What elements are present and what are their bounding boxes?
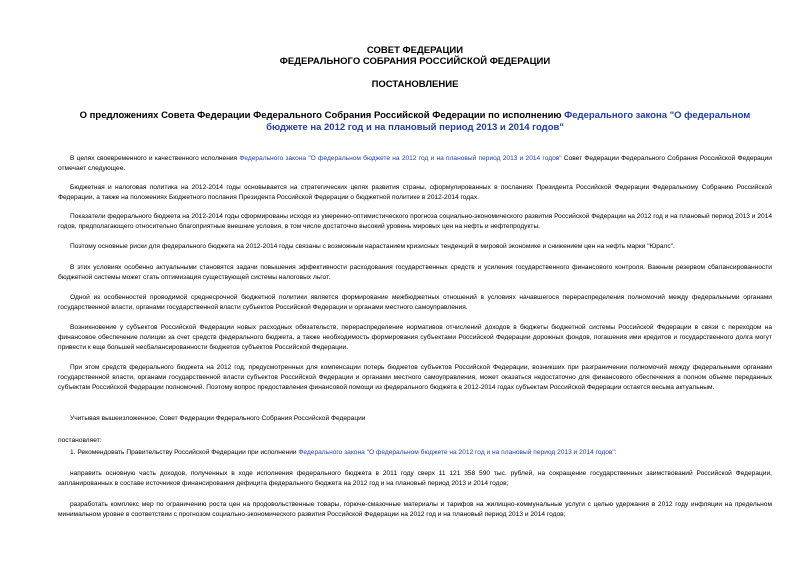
paragraph-8: При этом средств федерального бюджета на 2012 год, предусмотренных для компенсации потерь бюджетов субъектов Российской Федерации, возникших при разграничении полномочий между федеральными органами государственной власти, органами государственной власти субъектов Российской Федерации и органами местного самоуправления, может оказаться недостаточно для финансового обеспечения в полном объеме переданных субъектам Российской Федерации полномочий. Поэтому вопрос предоставления финансовой помощи из федерального бюджета в 2012-2014 годах субъектам Российской Федерации остается весьма актуальным. <box>58 364 772 391</box>
paragraph-1-after: Совет Федерации Федерального Собрания Российской Федерации отмечает следующее. <box>58 155 772 172</box>
paragraph-11-after: : <box>614 449 617 456</box>
paragraph-1 <box>58 154 772 174</box>
paragraph-1-law-link[interactable]: Федерального закона "О федеральном бюджете на 2012 год и на плановый период 2013 и 2014 годов" <box>239 155 562 162</box>
issuer-line-2: ФЕДЕРАЛЬНОГО СОБРАНИЯ РОССИЙСКОЙ ФЕДЕРАЦИИ <box>279 56 551 67</box>
paragraph-6: Одной из особенностей проводимой среднесрочной бюджетной политики является формирование межбюджетных отношений в условиях начавшегося перераспределения полномочий между федеральными органами государственной власти, органами государственной власти субъектов Российской Федерации и органами местного самоуправления. <box>58 294 772 311</box>
title-law-link[interactable]: Федерального закона "О федеральном бюджете на 2012 год и на плановый период 2013 и 2014 годов" <box>266 110 751 133</box>
paragraph-11-before: 1. Рекомендовать Правительству Российской Федерации при исполнении <box>70 449 299 456</box>
document-type: ПОСТАНОВЛЕНИЕ <box>371 79 459 90</box>
paragraph-10: постановляет: <box>58 437 102 444</box>
paragraph-3: Показатели федерального бюджета на 2012-2014 годы сформированы исходя из умеренно-оптимистического прогноза социально-экономического развития Российской Федерации на 2012 год и на плановый период 2013 и 2014 годов, предполагающего относительно благоприятные внешние условия, в том числе достаточно высокий уровень мировых цен на нефть и нефтепродукты. <box>58 213 772 230</box>
document-title <box>58 110 772 134</box>
paragraph-12: направить основную часть доходов, полученных в ходе исполнения федерального бюджета в 2011 году сверх 11 121 358 590 тыс. рублей, на сокращение государственных заимствований Российской Федерации, запланированных в составе источников финансирования дефицита федерального бюджета на 2012 год и на плановый период 2013 и 2014 годов; <box>58 470 772 487</box>
paragraph-5: В этих условиях особенно актуальными становятся задачи повышения эффективности расходования государственных средств и усиления государственного финансового контроля. Важным резервом сбалансированности бюджетной системы может стать оптимизация существующей системы налоговых льгот. <box>58 264 772 281</box>
title-prefix: О предложениях Совета Федерации Федерального Собрания Российской Федерации по исполнению <box>79 110 565 121</box>
issuer-line-1: СОВЕТ ФЕДЕРАЦИИ <box>366 45 464 56</box>
paragraph-2: Бюджетная и налоговая политика на 2012-2014 годы основывается на стратегических целях развития страны, сформулированных в посланиях Президента Российской Федерации Федеральному Собранию Российской Федерации, а также на положениях Бюджетного послания Президента Российской Федерации о бюджетной политике в 2012-2014 годах. <box>58 184 772 201</box>
paragraph-9: Учитывая вышеизложенное, Совет Федерации Федерального Собрания Российской Федерации <box>70 415 366 422</box>
paragraph-13: разработать комплекс мер по ограничению роста цен на продовольственные товары, горюче-смазочные материалы и тарифов на жилищно-коммунальные услуги с целью удержания в 2012 году инфляции на предельном минимальном уровне в соответствии с прогнозом социально-экономического развития Российской Федерации на 2012 год и на плановый период 2013 и 2014 годов; <box>58 501 772 518</box>
issuer-header <box>58 45 772 67</box>
paragraph-1-before: В целях своевременного и качественного исполнения <box>70 155 240 162</box>
paragraph-7: Возникновение у субъектов Российской Федерации новых расходных обязательств, перераспределение нормативов отчислений доходов в бюджеты бюджетной системы Российской Федерации в связи с переходом на финансовое обеспечение полиции за счет средств федерального бюджета, а также необходимость формирования субъектами Российской Федерации дорожных фондов, погашения ими кредитов и государственного долга могут привести к еще большей несбалансированности бюджетов субъектов Российской Федерации. <box>58 324 772 351</box>
paragraph-4: Поэтому основные риски для федерального бюджета на 2012-2014 годы связаны с возможным нарастанием кризисных тенденций в мировой экономике и снижением цен на нефть марки "Юралс". <box>70 243 675 250</box>
paragraph-11-law-link[interactable]: Федерального закона "О федеральном бюджете на 2012 год и на плановый период 2013 и 2014 годов" <box>298 449 615 456</box>
paragraph-11 <box>58 448 772 458</box>
